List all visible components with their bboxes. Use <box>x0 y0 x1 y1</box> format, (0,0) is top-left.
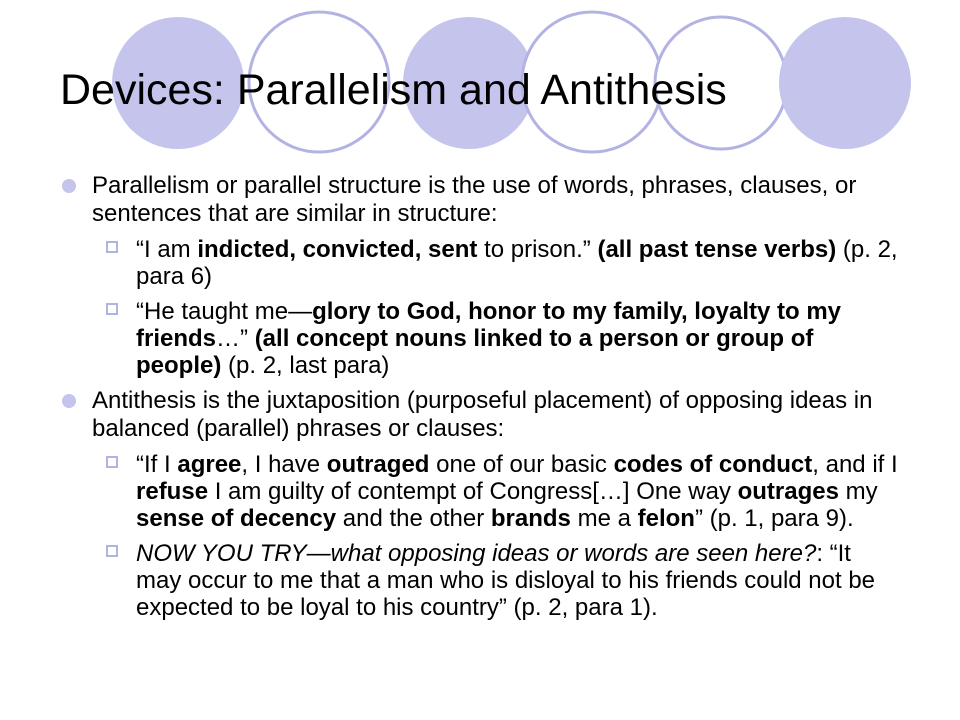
sub-bullet-example: “I am indicted, convicted, sent to prison.” (all past tense verbs) (p. 2, para 6) <box>62 236 902 290</box>
bullet-dot-icon <box>62 179 76 193</box>
bullet-text: Parallelism or parallel structure is the use of words, phrases, clauses, or sentences that are similar in structure: <box>92 172 857 227</box>
bullet-antithesis <box>62 387 902 443</box>
bullet-text: Antithesis is the juxtaposition (purposeful placement) of opposing ideas in balanced (parallel) phrases or clauses: <box>92 387 873 442</box>
bullet-parallelism <box>62 172 902 228</box>
sub-bullet-square-icon <box>106 456 118 468</box>
sub-bullet-square-icon <box>106 545 118 557</box>
slide-body <box>62 172 902 629</box>
sub-bullet-square-icon <box>106 303 118 315</box>
sub-bullet-example: “He taught me—glory to God, honor to my family, loyalty to my friends…” (all concept nouns linked to a person or group of people) (p. 2, last para) <box>62 298 902 379</box>
sub-bullet-example: “If I agree, I have outraged one of our basic codes of conduct, and if I refuse I am guilty of contempt of Congress[…] One way outrages my sense of decency and the other brands me a felon” (p. 1, para 9). <box>62 451 902 532</box>
sub-bullet-square-icon <box>106 241 118 253</box>
bullet-dot-icon <box>62 394 76 408</box>
sub-bullet-exercise: NOW YOU TRY—what opposing ideas or words are seen here?: “It may occur to me that a man who is disloyal to his friends could not be expected to be loyal to his country” (p. 2, para 1). <box>62 540 902 621</box>
slide-title: Devices: Parallelism and Antithesis <box>60 66 727 114</box>
